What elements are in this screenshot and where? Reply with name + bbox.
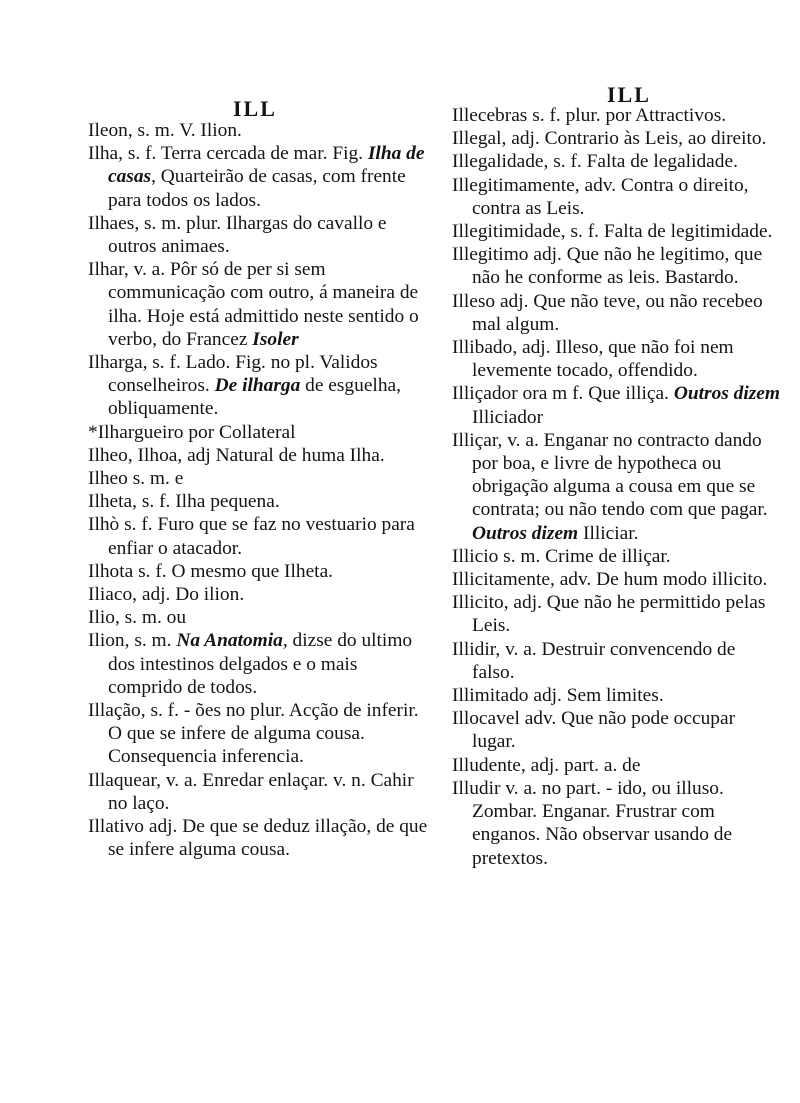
right-entries [452,104,782,870]
dictionary-entry: Ilio, s. m. ou [88,607,187,629]
dictionary-entry: Iliaco, adj. Do ilion. [88,584,245,606]
dictionary-entry: Ilhaes, s. m. plur. Ilhargas do cavallo e outros animaes. [88,212,387,258]
dictionary-entry: *Ilhargueiro por Collateral [88,421,296,443]
dictionary-entry: Ileon, s. m. V. Ilion. [88,120,242,141]
dictionary-entry: Illicitamente, adv. De hum modo illicito. [452,569,768,591]
dictionary-entry: Ilhar, v. a. Pôr só de per si sem communicação com outro, á maneira de ilha. Hoje está admittido neste sentido o verbo, do Francez Isoler [88,259,419,350]
dictionary-entry: Ilion, s. m. Na Anatomia, dizse do ultimo dos intestinos delgados e o mais comprido de todos. [88,630,413,698]
dictionary-entry: Illudir v. a. no part. - ido, ou illuso. Zombar. Enganar. Frustrar com enganos. Não observar usando de pretextos. [452,777,733,869]
dictionary-entry: Illativo adj. De que se deduz illação, de que se infere alguma cousa. [88,816,428,861]
dictionary-entry: Illicio s. m. Crime de illiçar. [452,545,671,567]
dictionary-entry: Illegal, adj. Contrario às Leis, ao direito. [452,128,767,150]
left-running-header: ILL [233,96,277,121]
dictionary-entry: Illegitimamente, adv. Contra o direito, contra as Leis. [452,174,749,219]
dictionary-entry: Illação, s. f. - ões no plur. Acção de inferir. O que se infere de alguma cousa. Consequencia inferencia. [88,700,419,768]
dictionary-entry: Illegitimo adj. Que não he legitimo, que não he conforme as leis. Bastardo. [452,244,763,289]
dictionary-entry: Illecebras s. f. plur. por Attractivos. [452,105,727,126]
dictionary-entry: Ilhò s. f. Furo que se faz no vestuario para enfiar o atacador. [88,514,415,559]
dictionary-entry: Illegitimidade, s. f. Falta de legitimidade. [452,221,773,243]
dictionary-entry: Illocavel adv. Que não pode occupar lugar. [452,708,736,753]
dictionary-entry: Ilheta, s. f. Ilha pequena. [88,491,280,513]
dictionary-entry: Illiçador ora m f. Que illiça. Outros dizem Illiciador [452,383,780,428]
right-running-header: ILL [607,82,651,107]
dictionary-entry: Illiçar, v. a. Enganar no contracto dando por boa, e livre de hypotheca ou obrigação alguma a cousa em que se contrata; ou não tendo com que pagar. Outros dizem Illiciar. [452,429,768,544]
dictionary-entry: Illeso adj. Que não teve, ou não recebeo mal algum. [452,290,763,335]
dictionary-entry: Ilheo, Ilhoa, adj Natural de huma Ilha. [88,444,385,466]
dictionary-entry: Ilhota s. f. O mesmo que Ilheta. [88,560,334,582]
dictionary-entry: Illicito, adj. Que não he permittido pelas Leis. [452,592,766,637]
dictionary-entry: Illibado, adj. Illeso, que não foi nem levemente tocado, offendido. [452,337,734,382]
dictionary-entry: Ilheo s. m. e [88,468,184,490]
dictionary-entry: Illegalidade, s. f. Falta de legalidade. [452,151,738,173]
dictionary-entry: Illudente, adj. part. a. de [452,754,641,776]
dictionary-entry: Ilharga, s. f. Lado. Fig. no pl. Validos conselheiros. De ilharga de esguelha, obliquamente. [88,352,401,420]
dictionary-entry: Ilha, s. f. Terra cercada de mar. Fig. Ilha de casas, Quarteirão de casas, com frente para todos os lados. [88,143,425,211]
dictionary-entry: Illimitado adj. Sem limites. [452,685,664,707]
left-entries [88,119,433,862]
dictionary-entry: Illidir, v. a. Destruir convencendo de falso. [452,638,736,683]
dictionary-entry: Illaquear, v. a. Enredar enlaçar. v. n. Cahir no laço. [88,769,414,814]
